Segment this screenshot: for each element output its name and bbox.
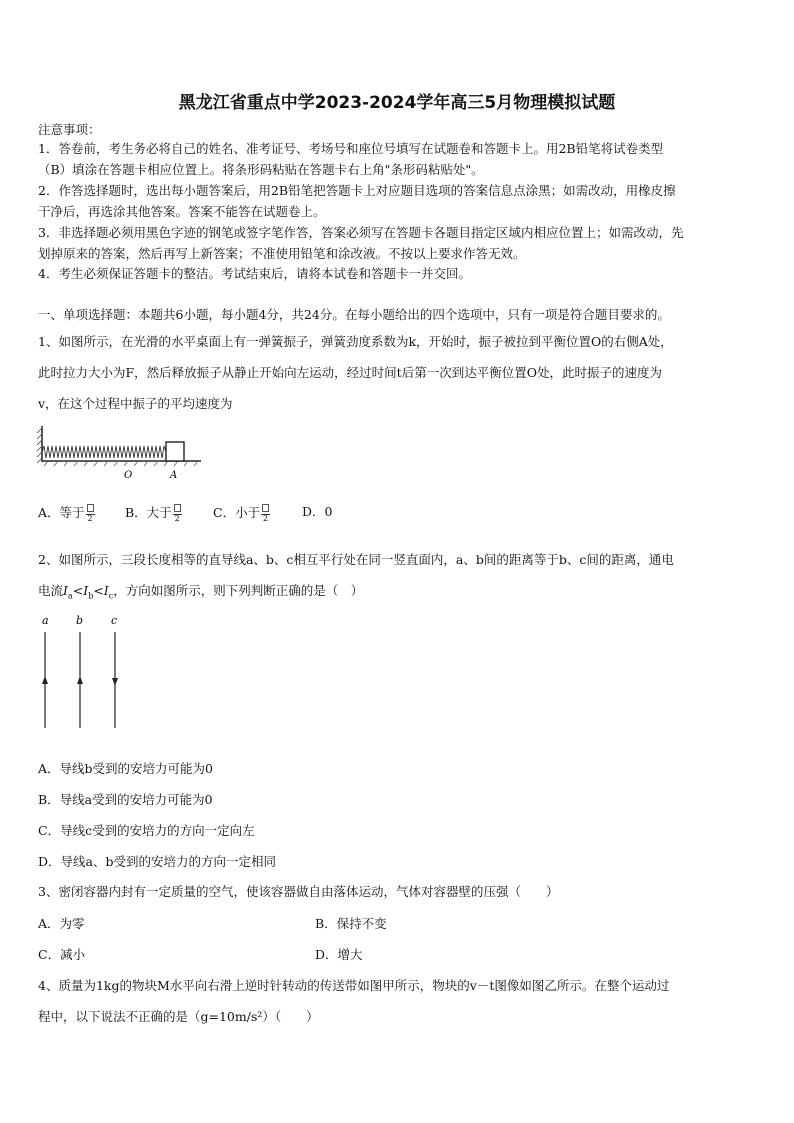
q1-option-c[interactable]: C．小于 2 [213,505,269,523]
parallel-wires-figure [36,612,136,730]
wire-label-c: c [111,614,118,627]
spring-oscillator-figure [36,424,206,484]
fraction-v-over-2: 2 [86,504,95,523]
section-heading: 一、单项选择题：本题共6小题，每小题4分，共24分。在每小题给出的四个选项中，只有一项是符合题目要求的。 [38,307,670,322]
fraction-v-over-2: 2 [261,504,270,523]
q1-line-2: 此时拉力大小为F，然后释放振子从静止开始向左运动，经过时间t后第一次到达平衡位置O处，此时振子的速度为 [38,365,662,380]
q4-line-1: 4、质量为1kg的物块M水平向右滑上逆时针转动的传送带如图甲所示，物块的v－t图像如图乙所示。在整个运动过 [38,978,670,993]
fraction-v-over-2: 2 [173,504,182,523]
q1-option-d[interactable]: D．0 [302,504,333,519]
notice-heading: 注意事项： [38,122,101,137]
q3-option-c[interactable]: C．减小 [38,947,86,962]
q2-option-c[interactable]: C．导线c受到的安培力的方向一定向左 [38,823,255,838]
q3-option-a[interactable]: A．为零 [38,916,85,931]
notice-line-5: 3．非选择题必须用黑色字迹的钢笔或签字笔作答，答案必须写在答题卡各题目指定区域内相应位置上；如需改动，先 [38,225,684,240]
q1-option-a[interactable]: A．等于 2 [38,505,93,523]
q1-option-b[interactable]: B．大于 2 [125,505,180,523]
label-o: O [124,470,133,481]
q1-line-3: v，在这个过程中振子的平均速度为 [38,396,233,411]
q4-line-2: 程中，以下说法不正确的是（g=10m/s²）（ ） [38,1009,319,1024]
q3-option-b[interactable]: B．保持不变 [315,916,387,931]
arrow-up-a [42,676,48,684]
label-a: A [170,470,178,481]
q2-line-1: 2、如图所示，三段长度相等的直导线a、b、c相互平行处在同一竖直面内，a、b间的距离等于b、c间的距离，通电 [38,552,674,567]
q3-option-d[interactable]: D．增大 [315,947,363,962]
q2-line-2: 电流$I_a<I_b<I_c$，方向如图所示，则下列判断正确的是（ ） [38,583,364,601]
q2-option-d[interactable]: D．导线a、b受到的安培力的方向一定相同 [38,854,276,869]
q2-option-a[interactable]: A．导线b受到的安培力可能为0 [38,761,213,776]
exam-title: 黑龙江省重点中学2023-2024学年高三5月物理模拟试题 [178,93,616,113]
q3-line: 3、密闭容器内封有一定质量的空气，使该容器做自由落体运动，气体对容器壁的压强（ ） [38,884,559,899]
wire-label-b: b [76,614,84,627]
notice-line-3: 2．作答选择题时，选出每小题答案后，用2B铅笔把答题卡上对应题目选项的答案信息点涂黑；如需改动，用橡皮擦 [38,183,676,198]
notice-line-2: （B）填涂在答题卡相应位置上。将条形码粘贴在答题卡右上角"条形码粘贴处"。 [38,162,484,177]
arrow-up-b [77,676,83,684]
arrow-down-c [112,678,118,686]
notice-line-1: 1．答卷前，考生务必将自己的姓名、准考证号、考场号和座位号填写在试题卷和答题卡上。用2B铅笔将试卷类型 [38,141,664,156]
notice-line-7: 4．考生必须保证答题卡的整洁。考试结束后，请将本试卷和答题卡一并交回。 [38,266,471,281]
q2-option-b[interactable]: B．导线a受到的安培力可能为0 [38,792,213,807]
notice-line-6: 划掉原来的答案，然后再写上新答案；不准使用铅笔和涂改液。不按以上要求作答无效。 [38,246,526,261]
notice-line-4: 干净后，再选涂其他答案。答案不能答在试题卷上。 [38,204,326,219]
oscillator-block [166,442,184,461]
wire-label-a: a [42,614,49,627]
q1-line-1: 1、如图所示，在光滑的水平桌面上有一弹簧振子，弹簧劲度系数为k，开始时，振子被拉到平衡位置O的右侧A处， [38,334,673,349]
spring [42,446,166,458]
